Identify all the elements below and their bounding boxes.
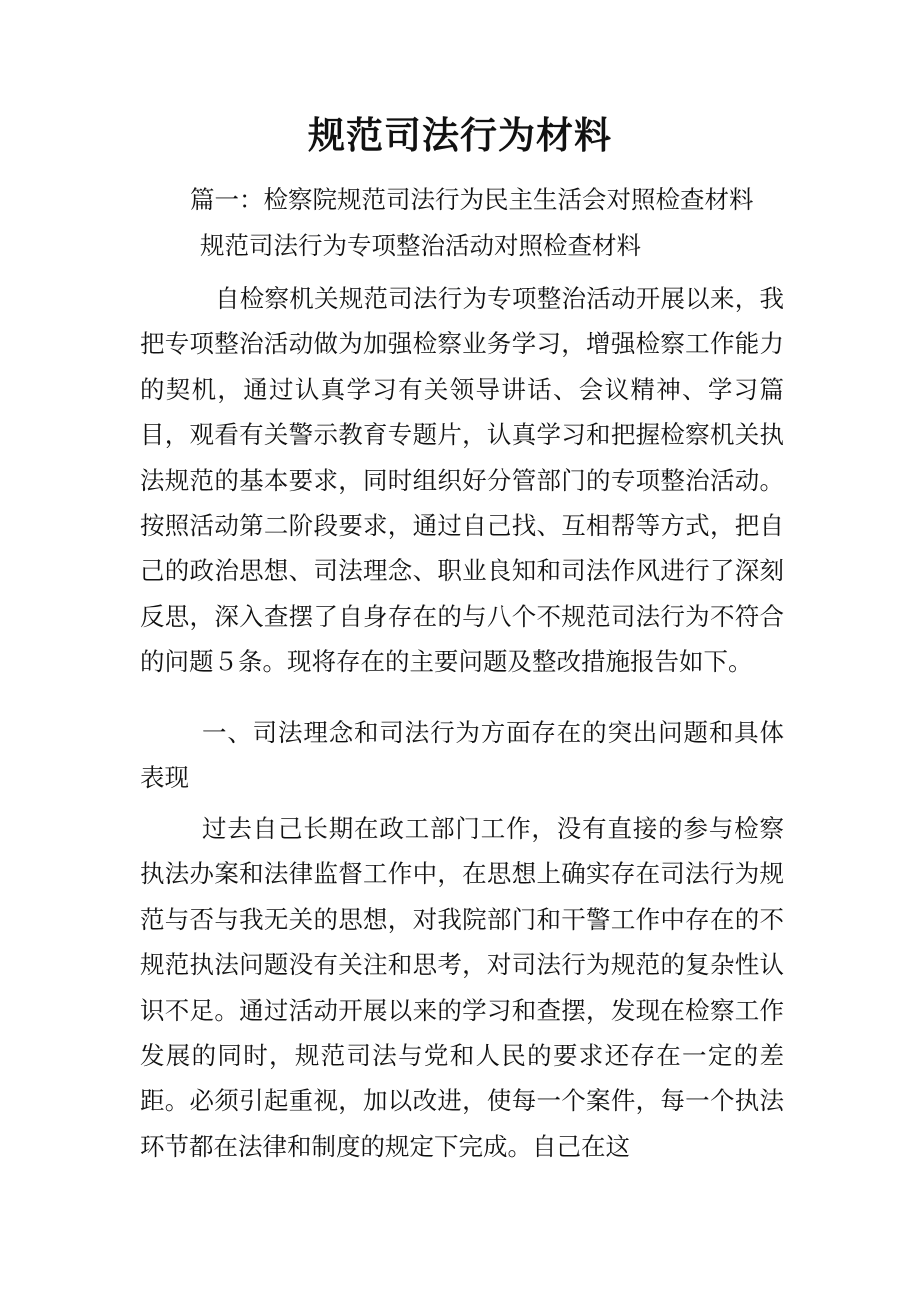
document-subtitle: 篇一：检察院规范司法行为民主生活会对照检查材料 [190, 185, 754, 214]
section-title: 一、司法理念和司法行为方面存在的突出问题和具体表现 [140, 718, 784, 793]
document-title: 规范司法行为材料 [308, 114, 612, 157]
body-paragraph: 自检察机关规范司法行为专项整治活动开展以来，我把专项整治活动做为加强检察业务学习，增强检察工作能力的契机，通过认真学习有关领导讲话、会议精神、学习篇目，观看有关警示教育专题片，认真学习和把握检察机关执法规范的基本要求，同时组织好分管部门的专项整治活动。按照活动第二阶段要求，通过自己找、互相帮等方式，把自己的政治思想、司法理念、职业良知和司法作风进行了深刻反思，深入查摆了自身存在的与八个不规范司法行为不符合的问题５条。现将存在的主要问题及整改措施报告如下。 [140, 284, 784, 677]
section-heading: 规范司法行为专项整治活动对照检查材料 [200, 231, 641, 260]
body-paragraph: 过去自己长期在政工部门工作，没有直接的参与检察执法办案和法律监督工作中，在思想上确实存在司法行为规范与否与我无关的思想，对我院部门和干警工作中存在的不规范执法问题没有关注和思考，对司法行为规范的复杂性认识不足。通过活动开展以来的学习和查摆，发现在检察工作发展的同时，规范司法与党和人民的要求还存在一定的差距。必须引起重视，加以改进，使每一个案件，每一个执法环节都在法律和制度的规定下完成。自己在这 [140, 814, 784, 1161]
